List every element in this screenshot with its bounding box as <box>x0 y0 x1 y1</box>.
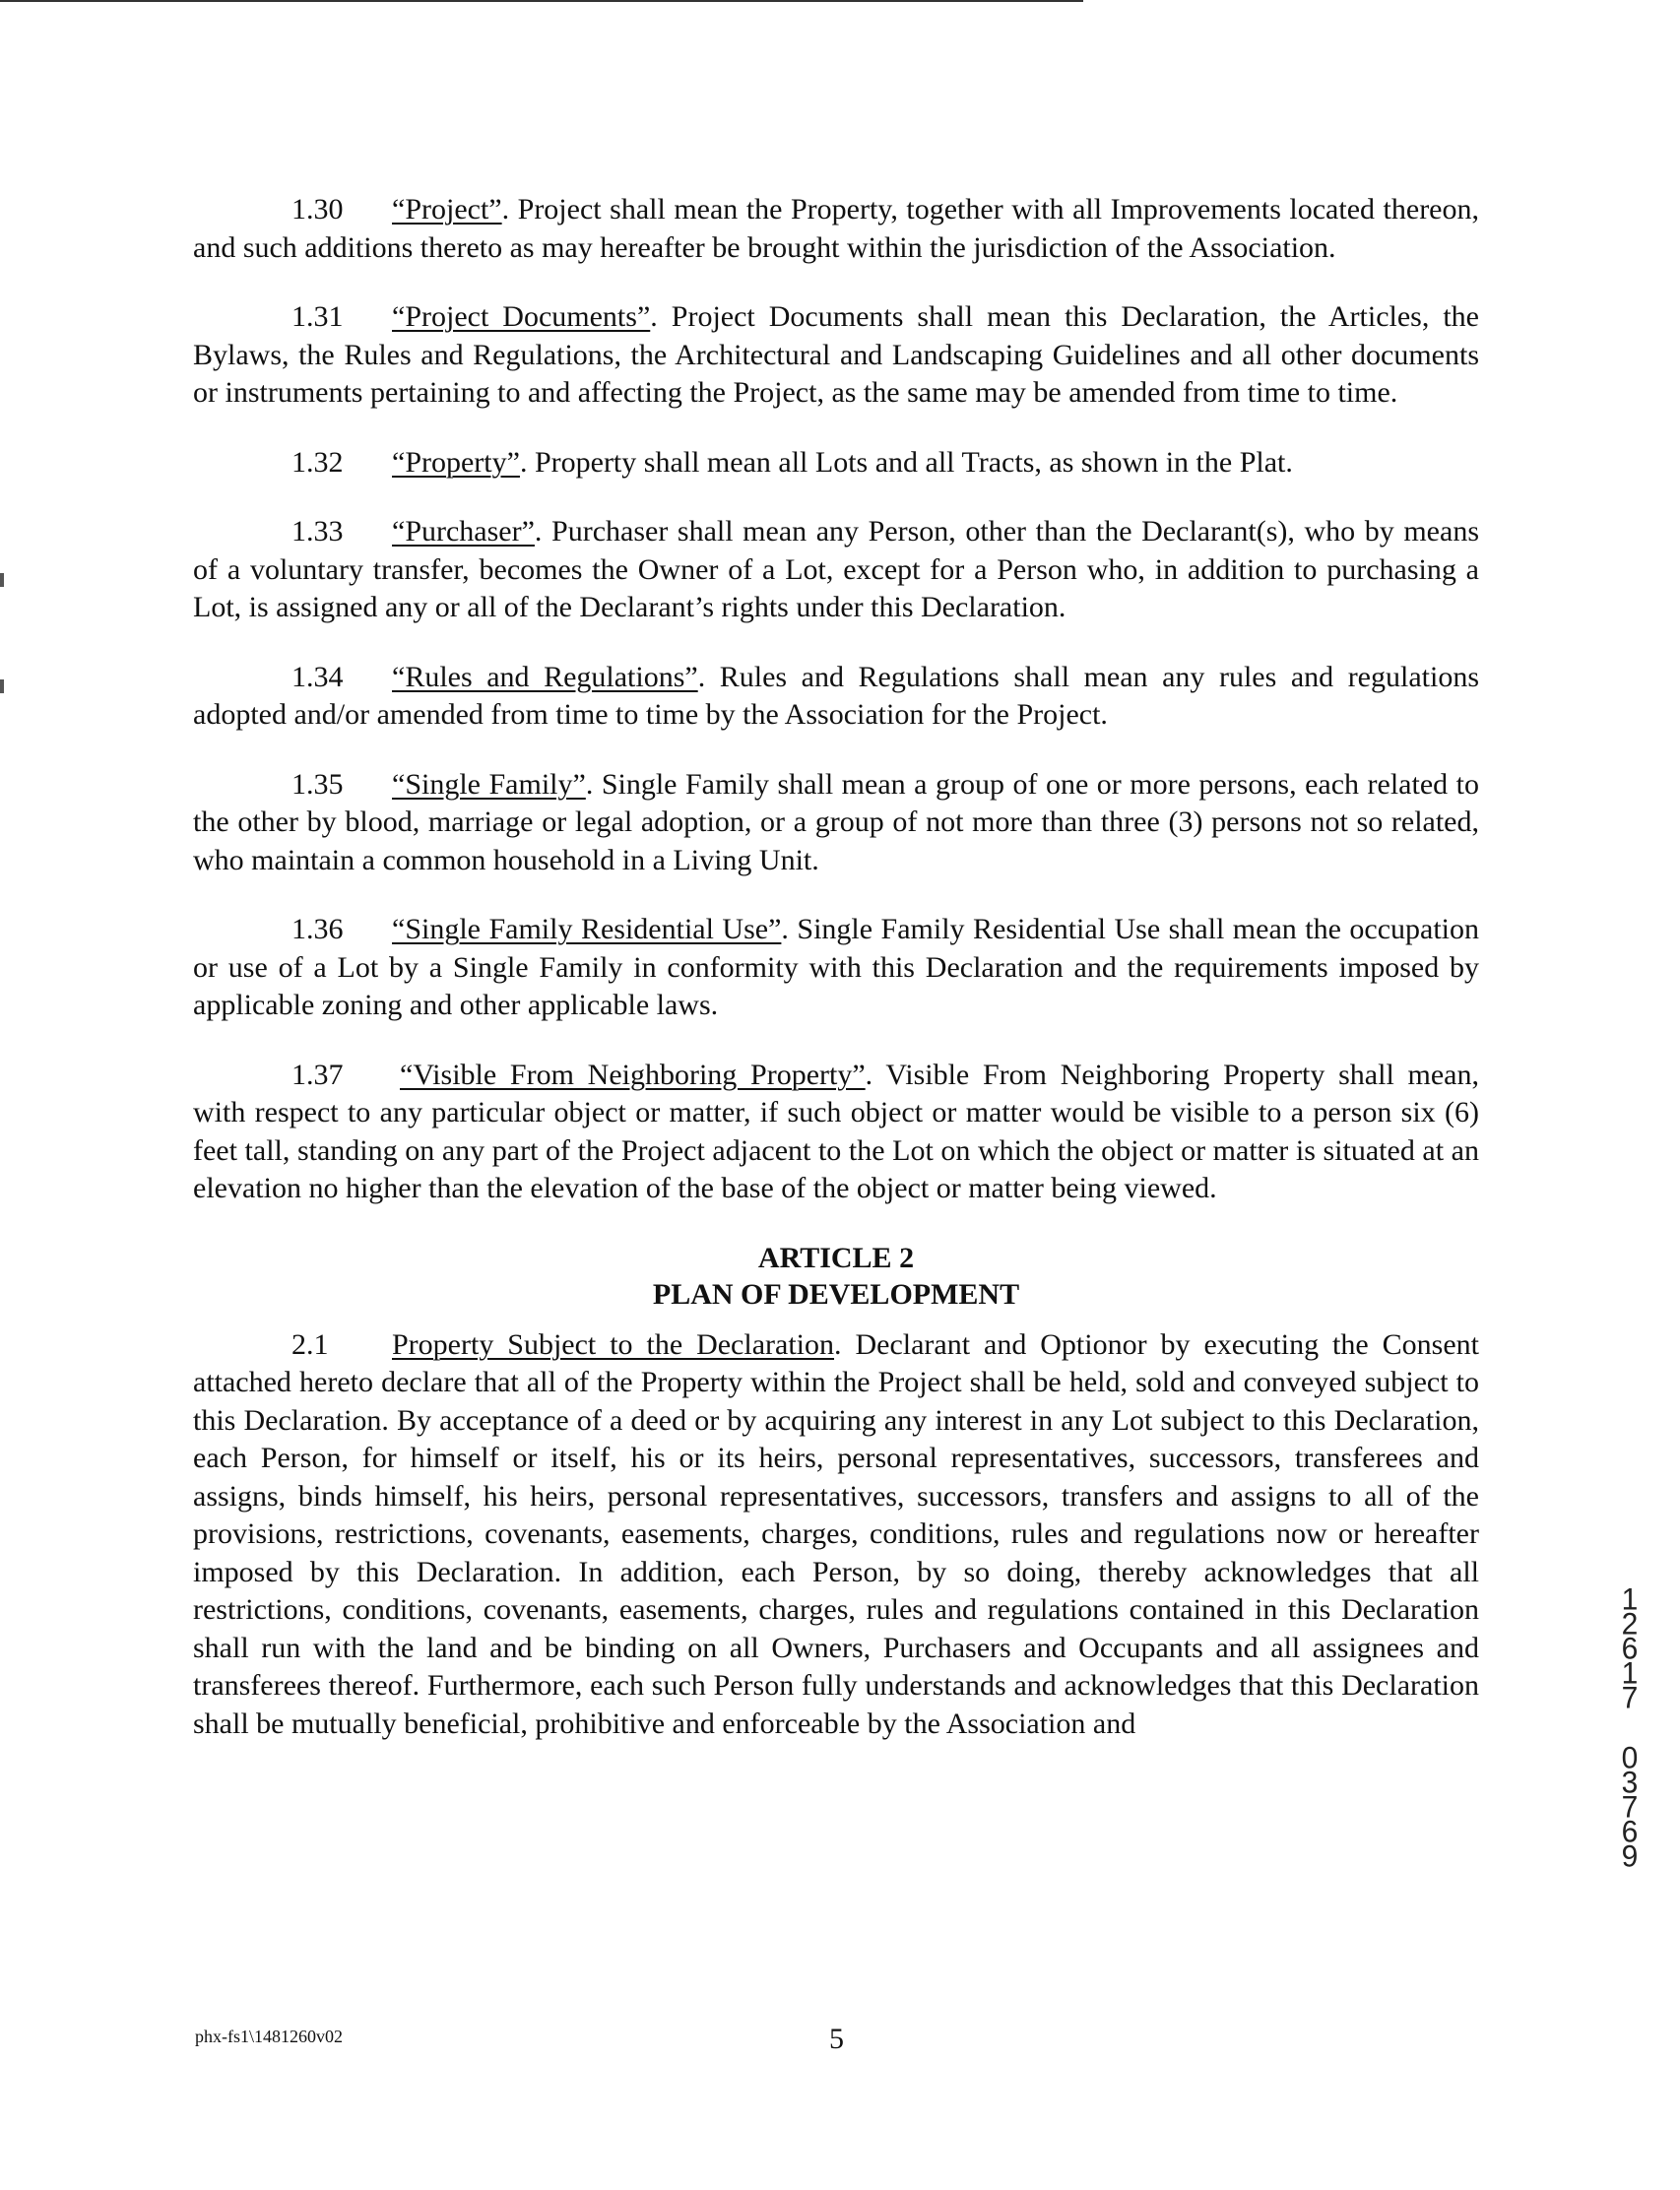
section-2-1 <box>193 1326 1479 1744</box>
section-1-30 <box>193 191 1479 267</box>
stamp-digit: 0 <box>1621 1741 1639 1775</box>
section-text: . Project shall mean the Property, together with all Improvements located thereon, and such additions thereto as may hereafter be brought within the jurisdiction of the Association. <box>193 193 1479 264</box>
section-1-36 <box>193 911 1479 1025</box>
section-1-35 <box>193 766 1479 880</box>
stamp-digit: 3 <box>1621 1766 1639 1800</box>
stamp-digit: 6 <box>1621 1815 1639 1849</box>
section-number: 1.32 <box>291 445 344 479</box>
section-number: 1.34 <box>291 660 344 693</box>
defined-term: “Purchaser” <box>392 515 535 548</box>
scan-margin-mark <box>0 573 4 587</box>
section-text: . Declarant and Optionor by executing the Consent attached hereto declare that all of the Property within the Project shall be held, sold and conveyed subject to this Declaration. By acceptance of a deed or by acquiring any interest in any Lot subject to this Declaration, each Person, for himself or itself, his or its heirs, personal representatives, successors, transferees and assigns, binds himself, his heirs, personal representatives, successors, transfers and assigns to all of the provisions, restrictions, covenants, easements, charges, conditions, rules and regulations now or hereafter imposed by this Declaration. In addition, each Person, by so doing, thereby acknowledges that all restrictions, conditions, covenants, easements, charges, rules and regulations contained in this Declaration shall run with the land and be binding on all Owners, Purchasers and Occupants and all assignees and transferees thereof. Furthermore, each such Person fully understands and acknowledges that this Declaration shall be mutually beneficial, prohibitive and enforceable by the Association and <box>193 1327 1479 1740</box>
section-number: 1.31 <box>291 300 344 333</box>
article-label: ARTICLE 2 <box>757 1241 915 1274</box>
section-number: 1.37 <box>291 1058 344 1091</box>
section-1-34 <box>193 659 1479 735</box>
stamp-digit: 7 <box>1621 1681 1639 1715</box>
stamp-digit: 1 <box>1621 1582 1639 1617</box>
defined-term: “Project” <box>392 193 502 225</box>
section-1-33 <box>193 513 1479 627</box>
section-1-31 <box>193 298 1479 413</box>
section-text: . Project Documents shall mean this Declaration, the Articles, the Bylaws, the Rules and Regulations, the Architectural and Landscaping Guidelines and all other documents or instruments pertaining to and affecting the Project, as the same may be amended from time to time. <box>193 300 1479 409</box>
section-number: 1.33 <box>291 515 344 548</box>
section-text: . Rules and Regulations shall mean any rules and regulations adopted and/or amended from time to time by the Association for the Project. <box>193 660 1479 731</box>
article-heading <box>193 1240 1479 1313</box>
section-text: . Property shall mean all Lots and all Tracts, as shown in the Plat. <box>519 445 1293 479</box>
scan-margin-mark <box>0 679 4 693</box>
page-number: 5 <box>829 2023 844 2055</box>
defined-term: “Visible From Neighboring Property” <box>400 1058 866 1091</box>
page-top-edge <box>0 0 1083 2</box>
defined-term: “Property” <box>392 445 520 479</box>
document-page <box>193 191 1479 1774</box>
document-id: phx-fs1\1481260v02 <box>195 2027 343 2046</box>
defined-term: “Single Family” <box>392 767 586 801</box>
recording-stamp <box>1615 1582 1645 1874</box>
section-text: . Purchaser shall mean any Person, other than the Declarant(s), who by means of a voluntary transfer, becomes the Owner of a Lot, except for a Person who, in addition to purchasing a Lot, is assigned any or all of the Declarant’s rights under this Declaration. <box>193 515 1479 623</box>
section-text: . Single Family shall mean a group of one or more persons, each related to the other by blood, marriage or legal adoption, or a group of not more than three (3) persons not so related, who maintain a common household in a Living Unit. <box>193 767 1479 876</box>
section-number: 1.30 <box>291 193 344 225</box>
defined-term: “Project Documents” <box>392 300 651 333</box>
section-number: 1.35 <box>291 767 344 801</box>
stamp-digit: 1 <box>1621 1656 1639 1691</box>
article-title: PLAN OF DEVELOPMENT <box>652 1277 1020 1311</box>
stamp-digit: 6 <box>1621 1632 1639 1666</box>
section-1-32 <box>193 444 1479 483</box>
section-text: . Single Family Residential Use shall mean the occupation or use of a Lot by a Single Family in conformity with this Declaration and the requirements imposed by applicable zoning and other applicable laws. <box>193 913 1479 1021</box>
stamp-digit: 2 <box>1621 1607 1639 1642</box>
section-number: 2.1 <box>291 1327 329 1361</box>
section-text: . Visible From Neighboring Property shall mean, with respect to any particular object or matter, if such object or matter would be visible to a person six (6) feet tall, standing on any part of the Project adjacent to the Lot on which the object or matter is situated at an elevation no higher than the elevation of the base of the object or matter being viewed. <box>193 1058 1479 1204</box>
section-number: 1.36 <box>291 913 344 945</box>
defined-term: “Single Family Residential Use” <box>392 913 782 945</box>
section-heading: Property Subject to the Declaration <box>392 1327 835 1361</box>
stamp-digit: 7 <box>1621 1790 1639 1825</box>
defined-term: “Rules and Regulations” <box>392 660 698 693</box>
stamp-digit: 9 <box>1621 1839 1639 1874</box>
section-1-37 <box>193 1057 1479 1208</box>
